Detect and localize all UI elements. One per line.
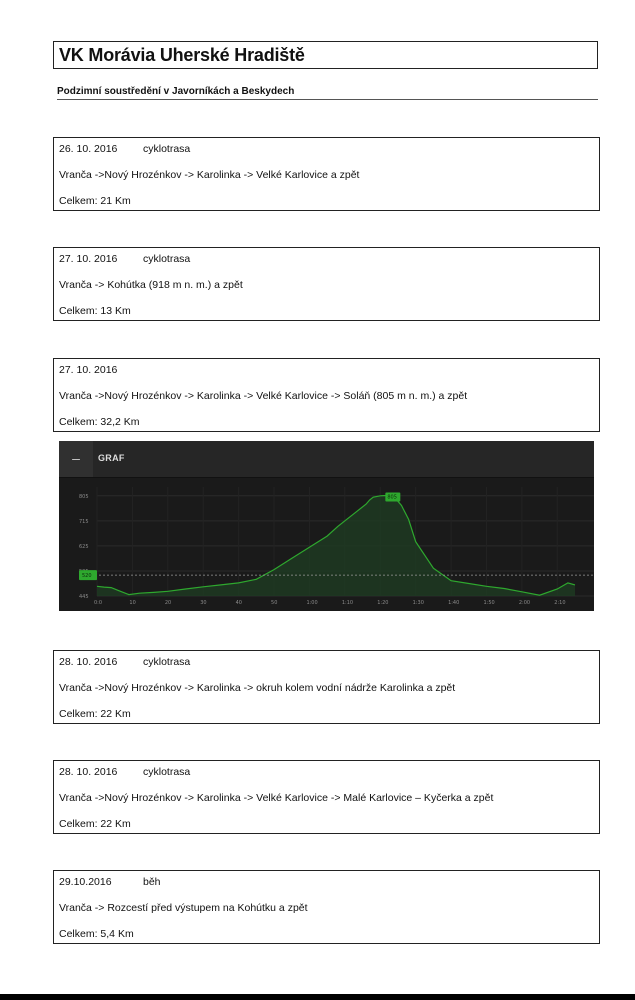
x-tick-label: 1:10 bbox=[341, 600, 354, 606]
peak-badge-label: 805 bbox=[387, 494, 397, 501]
entry-type: cyklotrasa bbox=[143, 656, 191, 668]
entry-total: Celkem: 22 Km bbox=[59, 708, 131, 720]
x-tick-label: 1:50 bbox=[483, 600, 495, 606]
activity-entry bbox=[53, 247, 600, 321]
entry-route: Vranča ->Nový Hrozénkov -> Karolinka -> okruh kolem vodní nádrže Karolinka a zpět bbox=[59, 682, 456, 694]
elevation-chart bbox=[59, 441, 594, 611]
y-tick-label: 625 bbox=[79, 543, 89, 550]
x-tick-label: 1:20 bbox=[377, 600, 389, 606]
entry-type: cyklotrasa bbox=[143, 253, 191, 265]
x-tick-label: 0:0 bbox=[94, 600, 103, 606]
entry-type: cyklotrasa bbox=[143, 766, 191, 778]
x-tick-label: 30 bbox=[200, 600, 207, 606]
collapse-button[interactable]: – bbox=[59, 441, 93, 477]
activity-entry bbox=[53, 137, 600, 211]
page-subtitle: Podzimní soustředění v Javorníkách a Beskydech bbox=[57, 86, 598, 100]
x-tick-label: 1:40 bbox=[448, 600, 460, 606]
entry-route: Vranča -> Kohútka (918 m n. m.) a zpět bbox=[59, 279, 243, 291]
x-tick-label: 2:00 bbox=[518, 600, 531, 606]
activity-entry bbox=[53, 358, 600, 432]
x-tick-label: 50 bbox=[271, 600, 278, 606]
entry-date: 26. 10. 2016 bbox=[59, 143, 118, 155]
x-tick-label: 20 bbox=[164, 600, 172, 606]
y-tick-label: 445 bbox=[79, 594, 89, 600]
entry-total: Celkem: 13 Km bbox=[59, 305, 131, 317]
activity-entry bbox=[53, 760, 600, 834]
entry-type: cyklotrasa bbox=[143, 143, 191, 155]
entry-total: Celkem: 5,4 Km bbox=[59, 928, 134, 940]
x-tick-label: 1:00 bbox=[306, 600, 318, 606]
entry-date: 27. 10. 2016 bbox=[59, 253, 118, 265]
activity-entry bbox=[53, 870, 600, 944]
x-tick-label: 40 bbox=[235, 600, 243, 606]
entry-total: Celkem: 21 Km bbox=[59, 195, 131, 207]
chart-canvas bbox=[59, 441, 594, 611]
x-tick-label: 10 bbox=[129, 600, 136, 606]
entry-total: Celkem: 32,2 Km bbox=[59, 416, 140, 428]
activity-entry bbox=[53, 650, 600, 724]
entry-date: 28. 10. 2016 bbox=[59, 766, 118, 778]
y-tick-label: 805 bbox=[79, 493, 89, 500]
page-title: VK Morávia Uherské Hradiště bbox=[53, 41, 598, 69]
x-tick-label: 2:10 bbox=[554, 600, 566, 606]
entry-date: 27. 10. 2016 bbox=[59, 364, 118, 376]
reference-badge-label: 520 bbox=[82, 573, 92, 580]
entry-type: běh bbox=[143, 876, 161, 888]
x-tick-label: 1:30 bbox=[412, 600, 424, 606]
y-tick-label: 715 bbox=[79, 518, 89, 525]
chart-title: GRAF bbox=[98, 453, 125, 463]
entry-route: Vranča ->Nový Hrozénkov -> Karolinka -> Velké Karlovice a zpět bbox=[59, 169, 360, 181]
entry-total: Celkem: 22 Km bbox=[59, 818, 131, 830]
entry-date: 29.10.2016 bbox=[59, 876, 112, 888]
entry-route: Vranča ->Nový Hrozénkov -> Karolinka -> Velké Karlovice -> Malé Karlovice – Kyčerka a zpět bbox=[59, 792, 494, 804]
entry-date: 28. 10. 2016 bbox=[59, 656, 118, 668]
bottom-bar bbox=[0, 994, 635, 1000]
entry-route: Vranča ->Nový Hrozénkov -> Karolinka -> Velké Karlovice -> Soláň (805 m n. m.) a zpět bbox=[59, 390, 468, 402]
entry-route: Vranča -> Rozcestí před výstupem na Kohútku a zpět bbox=[59, 902, 308, 914]
